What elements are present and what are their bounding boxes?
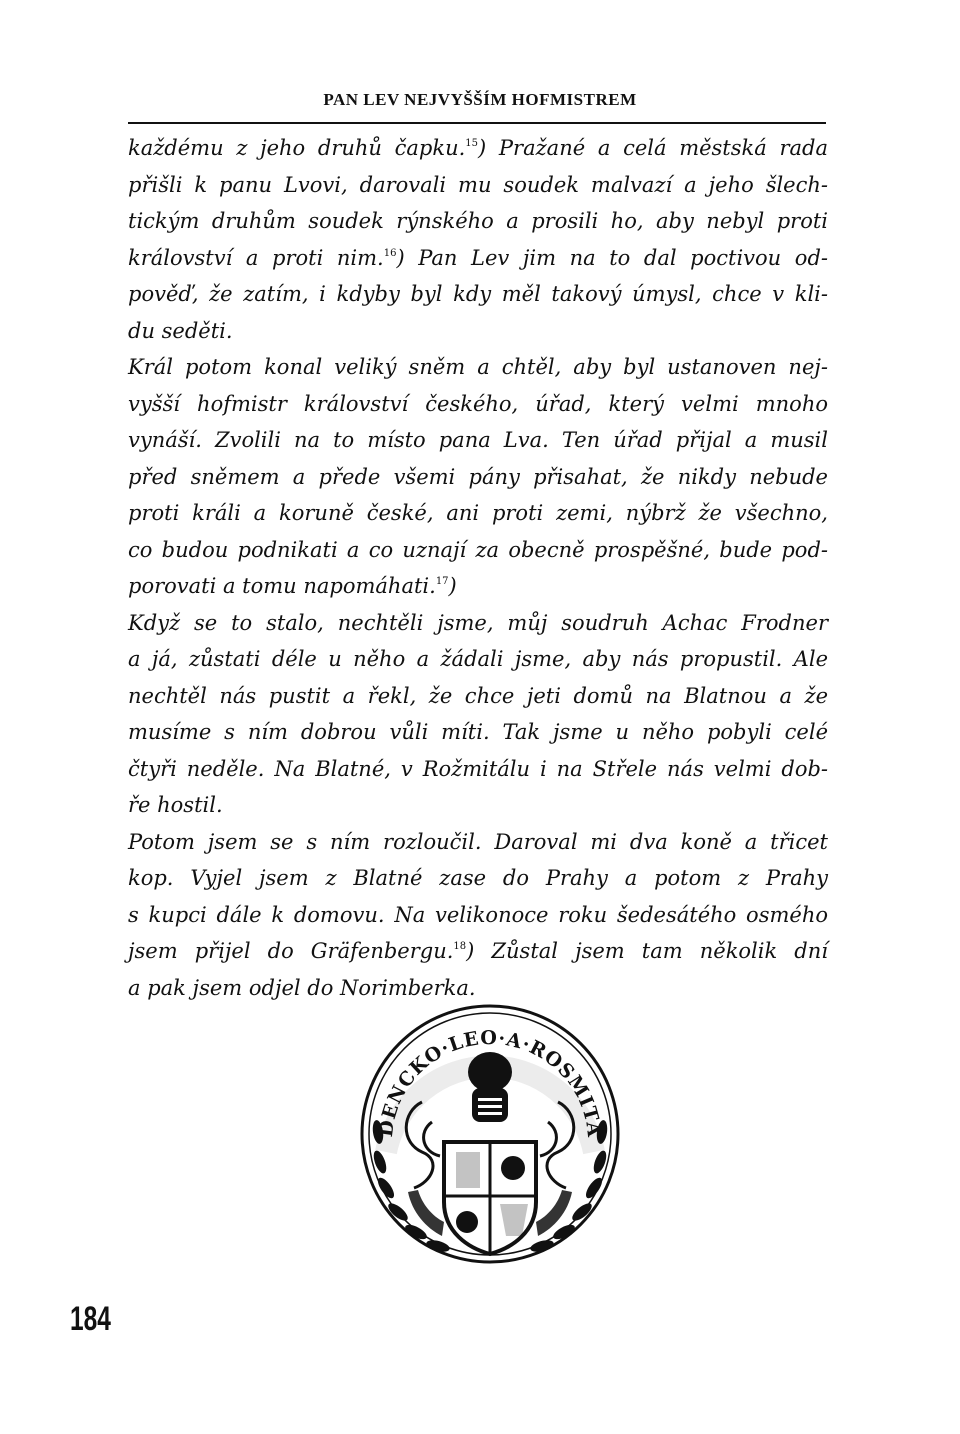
text-line [128, 130, 828, 167]
text-line [128, 313, 828, 350]
text-run: ) Pražané a celá městská rada [478, 136, 828, 160]
text-line [128, 787, 828, 824]
text-run: pověď, že zatím, i kdyby byl kdy měl takový úmysl, chce v kli- [128, 282, 828, 306]
text-run: proti králi a koruně české, ani proti zemi, nýbrž že všechno, [128, 501, 828, 525]
text-run: tickým druhům soudek rýnského a prosili ho, aby nebyl proti [128, 209, 828, 233]
text-run: přišli k panu Lvovi, darovali mu soudek malvazí a jeho šlech- [128, 172, 828, 197]
text-run: království a proti nim. [128, 245, 384, 270]
footnote-ref: 18 [453, 941, 467, 952]
text-line [128, 240, 828, 277]
text-line [128, 860, 828, 897]
text-run: čtyři neděle. Na Blatné, v Rožmitálu i na Střele nás velmi dob- [128, 756, 828, 781]
text-run: ) Pan Lev jim na to dal poctivou od- [396, 245, 828, 270]
text-run: kop. Vyjel jsem z Blatné zase do Prahy a potom z Prahy [128, 866, 828, 890]
text-run: vyšší hofmistr království českého, úřad, který velmi mnoho [128, 391, 828, 416]
text-line [128, 459, 828, 496]
text-run: du seděti. [128, 318, 233, 343]
text-line [128, 933, 828, 970]
text-line [128, 203, 828, 240]
text-line [128, 276, 828, 313]
text-run: před sněmem a přede všemi pány přisahat, že nikdy nebude [128, 464, 828, 489]
page-number: 184 [70, 1300, 111, 1338]
text-run: Král potom konal veliký sněm a chtěl, aby byl ustanoven nej- [128, 355, 828, 379]
text-line [128, 532, 828, 569]
text-run: každému z jeho druhů čapku. [128, 136, 466, 160]
heraldic-seal-icon [352, 992, 622, 1274]
text-line [128, 386, 828, 423]
text-run: Potom jsem se s ním rozloučil. Daroval mi dva koně a třicet [128, 829, 828, 854]
text-line [128, 422, 828, 459]
text-run: ) [448, 574, 457, 598]
footnote-ref: 15 [465, 138, 479, 149]
seal-inscription: DENCKO·LEO·A·ROSMITA [374, 1026, 606, 1139]
text-line [128, 167, 828, 204]
text-line [128, 678, 828, 715]
footnote-ref: 16 [383, 247, 397, 259]
text-line [128, 714, 828, 751]
text-line [128, 495, 828, 532]
text-line [128, 824, 828, 861]
text-line [128, 641, 828, 678]
text-line [128, 568, 828, 605]
text-run: jsem přijel do Gräfenbergu. [128, 939, 454, 963]
text-run: porovati a tomu napomáhati. [128, 574, 436, 598]
running-header: PAN LEV NEJVYŠŠÍM HOFMISTREM [323, 90, 637, 109]
text-run: a já, zůstati déle u něho a žádali jsme, aby nás propustil. Ale [128, 647, 828, 671]
text-run: a pak jsem odjel do Norimberka. [128, 975, 476, 1000]
text-run: nechtěl nás pustit a řekl, že chce jeti domů na Blatnou a že [128, 683, 828, 708]
text-line [128, 605, 828, 642]
text-line [128, 897, 828, 934]
text-run: musíme s ním dobrou vůli míti. Tak jsme u něho pobyli celé [128, 720, 828, 744]
text-run: ře hostil. [128, 793, 223, 817]
text-run: co budou podnikati a co uznají za obecně prospěšné, bude pod- [128, 537, 828, 562]
text-run: Když se to stalo, nechtěli jsme, můj soudruh Achac Frodner [128, 610, 828, 635]
text-line [128, 751, 828, 788]
header-rule [128, 122, 826, 124]
text-run: ) Zůstal jsem tam několik dní [466, 939, 828, 963]
text-run: vynáší. Zvolili na to místo pana Lva. Ten úřad přijal a musil [128, 428, 828, 452]
text-run: s kupci dále k domovu. Na velikonoce roku šedesátého osmého [128, 902, 828, 927]
footnote-ref: 17 [435, 576, 449, 587]
text-line [128, 349, 828, 386]
body-text [128, 130, 828, 1006]
